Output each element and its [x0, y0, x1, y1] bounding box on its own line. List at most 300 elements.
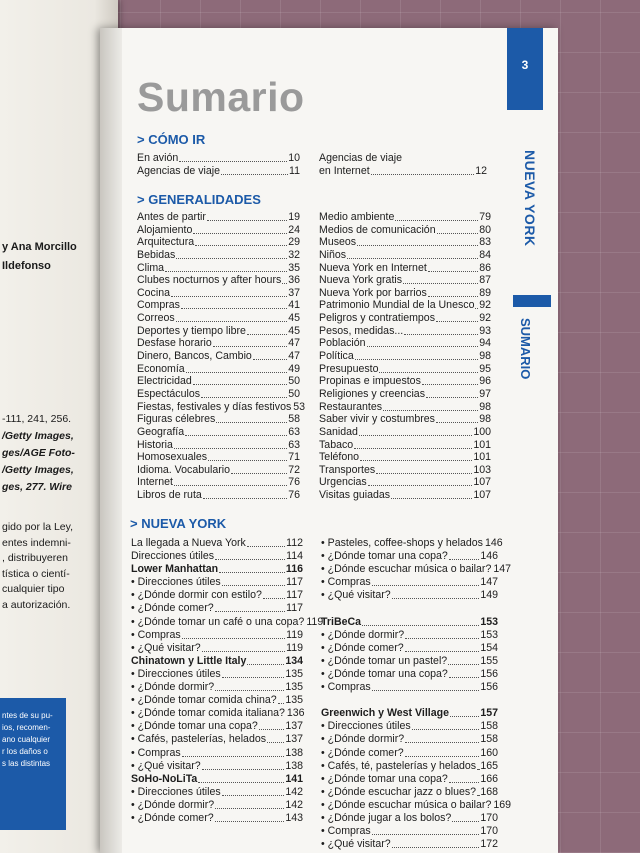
toc-entry-page: 53	[293, 400, 306, 413]
toc-entry	[131, 812, 303, 825]
toc-entry	[319, 262, 491, 275]
toc-entry-page: 45	[288, 324, 300, 337]
toc-entry-page: 117	[286, 602, 303, 615]
toc-entry	[319, 325, 491, 338]
toc-entry-label: • ¿Qué visitar?	[321, 838, 391, 851]
toc-leader-dots	[403, 274, 478, 284]
toc-entry	[137, 249, 300, 262]
toc-entry	[137, 165, 300, 178]
toc-entry-page: 47	[288, 337, 300, 350]
toc-entry-page: 143	[285, 811, 303, 824]
toc-entry	[131, 707, 303, 720]
page-number-tab	[507, 28, 543, 110]
toc-leader-dots	[165, 262, 287, 272]
toc-entry-label: Fiestas, festivales y días festivos	[137, 400, 292, 413]
toc-entry-page: 119	[286, 641, 303, 654]
toc-leader-dots	[405, 629, 479, 639]
toc-entry-label: Bebidas	[137, 248, 176, 261]
toc-entry-label: Restaurantes	[319, 400, 383, 413]
toc-entry	[321, 812, 498, 825]
toc-entry	[319, 165, 487, 178]
toc-entry-label: Propinas e impuestos	[319, 375, 421, 388]
toc-entry-page: 153	[480, 628, 498, 641]
toc-nueva-york-left	[131, 537, 324, 825]
toc-leader-dots	[412, 720, 480, 730]
toc-entry-label: Saber vivir y costumbres	[319, 413, 435, 426]
toc-entry-page: 80	[479, 223, 491, 236]
toc-entry-page: 98	[479, 350, 491, 363]
toc-leader-dots	[448, 655, 479, 665]
toc-entry	[319, 489, 491, 502]
toc-entry	[131, 681, 303, 694]
toc-entry-page: 29	[288, 236, 300, 249]
toc-generalidades-right	[319, 211, 491, 502]
toc-entry	[319, 451, 491, 464]
toc-entry-page: 103	[473, 463, 491, 476]
toc-leader-dots	[428, 262, 478, 272]
toc-entry	[137, 464, 300, 477]
toc-entry-page: 94	[479, 337, 491, 350]
toc-entry-label: Visitas guiadas	[319, 489, 391, 502]
toc-como-ir-left	[137, 152, 300, 177]
toc-leader-dots	[392, 589, 480, 599]
toc-entry	[319, 476, 491, 489]
toc-entry-page: 63	[288, 425, 300, 438]
toc-entry	[131, 642, 303, 655]
toc-entry-label: • ¿Dónde dormir con estilo?	[131, 589, 262, 602]
toc-leader-dots	[198, 773, 284, 783]
toc-leader-dots	[405, 733, 479, 743]
toc-leader-dots	[253, 350, 287, 360]
toc-entry	[319, 299, 491, 312]
toc-entry	[131, 720, 303, 733]
toc-entry-label: Teléfono	[319, 451, 360, 464]
toc-entry-page: 58	[288, 413, 300, 426]
toc-entry	[137, 489, 300, 502]
toc-entry-page: 93	[479, 324, 491, 337]
toc-entry	[321, 563, 512, 576]
toc-entry-label: Geografía	[137, 425, 185, 438]
toc-entry	[321, 786, 498, 799]
toc-entry-label: Historia	[137, 438, 173, 451]
toc-leader-dots	[436, 312, 478, 322]
toc-entry-page: 11	[289, 164, 300, 177]
toc-entry	[319, 426, 491, 439]
toc-entry-label: • Cafés, pastelerías, helados	[131, 733, 267, 746]
toc-leader-dots	[368, 476, 473, 486]
toc-entry	[137, 413, 300, 426]
toc-leader-dots	[392, 838, 480, 848]
toc-entry	[321, 668, 498, 681]
toc-leader-dots	[195, 236, 287, 246]
toc-leader-dots	[355, 350, 478, 360]
toc-entry-page: 36	[288, 274, 300, 287]
toc-leader-dots	[379, 363, 478, 373]
toc-entry	[319, 211, 491, 224]
toc-entry-page: 119	[306, 615, 324, 628]
toc-leader-dots	[203, 489, 287, 499]
toc-leader-dots	[367, 337, 479, 347]
toc-entry-page: 19	[288, 211, 300, 223]
section-heading-como-ir: > CÓMO IR	[137, 132, 206, 147]
toc-subsection-heading	[131, 655, 303, 668]
toc-entry-page: 76	[288, 476, 300, 489]
toc-entry-page: 146	[484, 537, 503, 549]
toc-nueva-york-right	[321, 537, 512, 851]
toc-entry-label: Idioma. Vocabulario	[137, 463, 231, 476]
toc-entry-label: • ¿Dónde comer?	[131, 602, 214, 615]
toc-entry-page: 142	[285, 785, 303, 798]
toc-leader-dots	[267, 733, 284, 743]
toc-entry-page: 160	[480, 746, 498, 759]
toc-entry-label: Sanidad	[319, 425, 358, 438]
toc-entry-label: Deportes y tiempo libre	[137, 324, 246, 337]
toc-entry-page: 98	[479, 413, 491, 426]
toc-entry	[319, 312, 491, 325]
toc-entry-page: 170	[480, 825, 498, 838]
toc-entry	[319, 388, 491, 401]
toc-leader-dots	[449, 550, 480, 560]
page-title: Sumario	[137, 74, 305, 120]
toc-leader-dots	[259, 720, 285, 730]
toc-entry	[321, 798, 512, 812]
book-gutter	[100, 28, 122, 853]
toc-leader-dots	[347, 249, 478, 259]
toc-entry-page: 98	[479, 400, 491, 413]
toc-subsection-heading	[321, 707, 498, 720]
toc-entry	[319, 152, 487, 165]
toc-entry-label: Antes de partir	[137, 211, 206, 223]
toc-entry-label: • ¿Dónde comer?	[321, 746, 404, 759]
toc-entry	[137, 287, 300, 300]
toc-entry-page: 117	[286, 576, 303, 589]
toc-leader-dots	[357, 236, 478, 246]
toc-leader-dots	[202, 642, 285, 652]
toc-leader-dots	[174, 476, 287, 486]
toc-leader-dots	[247, 325, 287, 335]
toc-entry-label: Compras	[137, 299, 180, 312]
toc-entry	[321, 589, 498, 602]
toc-entry-label: Museos	[319, 236, 357, 249]
toc-entry-page: 12	[475, 164, 487, 177]
toc-entry-label: Agencias de viaje	[319, 152, 403, 164]
toc-leader-dots	[222, 576, 285, 586]
toc-entry-page: 149	[480, 589, 498, 602]
toc-entry-label: Pesos, medidas...	[319, 324, 404, 337]
toc-entry-label: • Pasteles, coffee-shops y helados	[321, 537, 483, 549]
toc-entry	[321, 537, 503, 550]
toc-entry-label: Niños	[319, 248, 347, 261]
toc-entry-label: • ¿Qué visitar?	[131, 759, 201, 772]
toc-leader-dots	[428, 287, 478, 297]
toc-leader-dots	[278, 694, 285, 704]
toc-entry-label: • ¿Dónde tomar una copa?	[321, 550, 448, 563]
toc-leader-dots	[201, 388, 287, 398]
toc-entry-label: • ¿Qué visitar?	[131, 641, 201, 654]
toc-subsection-heading	[321, 616, 498, 629]
toc-entry-page: 166	[480, 772, 498, 785]
left-page-author-line: y Ana Morcillo	[2, 241, 77, 253]
toc-entry-page: 137	[285, 720, 303, 733]
toc-entry	[319, 350, 491, 363]
toc-entry-page: 71	[288, 451, 300, 464]
toc-entry	[321, 550, 498, 563]
toc-entry-page: 86	[479, 261, 491, 274]
toc-entry-page: 97	[479, 387, 491, 400]
toc-entry-page: 138	[285, 746, 303, 759]
toc-leader-dots	[247, 655, 284, 665]
toc-entry-page: 137	[285, 733, 303, 746]
toc-leader-dots	[475, 299, 478, 309]
toc-como-ir-right	[319, 152, 487, 177]
section-heading-nueva-york: > NUEVA YORK	[130, 516, 227, 531]
toc-entry-page: 101	[473, 438, 491, 451]
toc-leader-dots	[282, 274, 287, 284]
toc-leader-dots	[215, 681, 284, 691]
toc-entry-label: La llegada a Nueva York	[131, 537, 246, 549]
toc-entry-page: 35	[288, 261, 300, 274]
toc-entry-page: 135	[285, 681, 303, 694]
left-page-box-line: r los daños o	[2, 747, 48, 756]
toc-entry	[319, 375, 491, 388]
toc-leader-dots	[231, 464, 287, 474]
toc-leader-dots	[207, 211, 287, 221]
toc-entry	[319, 363, 491, 376]
toc-leader-dots	[362, 616, 479, 626]
toc-entry-label: Peligros y contratiempos	[319, 312, 435, 325]
toc-entry	[137, 439, 300, 452]
toc-leader-dots	[372, 825, 480, 835]
left-page-box-line: ano cualquier	[2, 735, 51, 744]
toc-entry	[321, 825, 498, 838]
toc-entry-page: 92	[479, 312, 491, 325]
toc-leader-dots	[219, 563, 285, 573]
toc-leader-dots	[354, 439, 472, 449]
side-tab-section: SUMARIO	[518, 318, 533, 380]
toc-entry-label: • ¿Dónde escuchar música o bailar?	[321, 563, 492, 576]
toc-leader-dots	[372, 576, 480, 586]
toc-entry	[321, 720, 498, 733]
toc-leader-dots	[449, 668, 480, 678]
toc-leader-dots	[215, 550, 285, 560]
left-page-legal-line: gido por la Ley,	[2, 521, 74, 533]
toc-entry-label: Nueva York en Internet	[319, 261, 427, 274]
toc-entry	[131, 786, 303, 799]
toc-entry-label: Religiones y creencias	[319, 387, 425, 400]
toc-entry-label: Presupuesto	[319, 362, 379, 375]
toc-entry-page: 135	[285, 694, 303, 707]
toc-entry-page: 76	[288, 489, 300, 502]
toc-entry	[319, 249, 491, 262]
toc-entry-label: Transportes	[319, 463, 376, 476]
toc-entry-label: • ¿Dónde tomar una copa?	[131, 720, 258, 733]
toc-entry-page: 92	[479, 299, 491, 312]
toc-entry-label: Electricidad	[137, 375, 192, 388]
toc-entry-page: 146	[480, 550, 498, 563]
toc-entry-label: Población	[319, 337, 366, 350]
toc-leader-dots	[436, 413, 478, 423]
toc-entry-page: 45	[288, 312, 300, 325]
toc-entry	[131, 747, 303, 760]
toc-leader-dots	[403, 152, 486, 161]
toc-entry	[131, 550, 303, 563]
toc-entry-label: • ¿Dónde jugar a los bolos?	[321, 811, 452, 824]
toc-entry-page: 107	[473, 476, 491, 489]
toc-leader-dots	[477, 786, 479, 796]
left-page-credit-line: /Getty Images,	[2, 464, 74, 476]
toc-leader-dots	[215, 799, 284, 809]
toc-entry	[321, 642, 498, 655]
toc-entry	[131, 694, 303, 707]
toc-entry	[319, 274, 491, 287]
toc-entry-label: • Compras	[131, 746, 181, 759]
left-page-credit-line: /Getty Images,	[2, 430, 74, 442]
toc-entry-page: 114	[286, 550, 303, 563]
toc-entry-label: • Direcciones útiles	[321, 720, 411, 733]
toc-entry-label: Medios de comunicación	[319, 223, 436, 236]
toc-leader-dots	[426, 388, 478, 398]
toc-entry-page: 112	[286, 537, 303, 549]
toc-entry-label: Patrimonio Mundial de la Unesco	[319, 299, 475, 312]
toc-leader-dots	[371, 165, 475, 175]
toc-entry-page: 169	[493, 798, 512, 811]
toc-entry-label: Correos	[137, 312, 175, 325]
toc-entry	[131, 799, 303, 812]
toc-entry-page: 89	[479, 286, 491, 299]
toc-entry-page: 79	[479, 211, 491, 223]
toc-entry	[319, 401, 491, 414]
toc-entry-page: 147	[480, 576, 498, 589]
toc-leader-dots	[359, 426, 472, 436]
toc-entry-page: 107	[473, 489, 491, 502]
toc-entry-label: • Compras	[321, 825, 371, 838]
toc-entry	[321, 655, 498, 668]
toc-entry-page: 172	[480, 838, 498, 851]
toc-entry	[321, 576, 498, 589]
side-tab-region: NUEVA YORK	[522, 150, 538, 247]
toc-entry-page: 147	[493, 563, 512, 576]
toc-entry-label: Greenwich y West Village	[321, 707, 449, 720]
toc-entry-page: 158	[480, 720, 498, 733]
left-page-box-line: ios, recomen-	[2, 723, 51, 732]
toc-entry-label: SoHo-NoLiTa	[131, 772, 198, 785]
toc-entry-page: 157	[480, 707, 498, 720]
toc-entry-label: • ¿Dónde comer?	[321, 641, 404, 654]
toc-entry-label: • ¿Qué visitar?	[321, 589, 391, 602]
toc-entry-page: 49	[288, 362, 300, 375]
toc-leader-dots	[247, 537, 285, 547]
toc-entry-page: 138	[285, 759, 303, 772]
toc-entry	[137, 375, 300, 388]
toc-entry-label: • ¿Dónde escuchar jazz o blues?	[321, 785, 477, 798]
toc-entry-label: • ¿Dónde dormir?	[321, 733, 405, 746]
toc-entry	[319, 413, 491, 426]
toc-entry	[131, 629, 303, 642]
toc-leader-dots	[222, 786, 285, 796]
toc-entry-page: 155	[480, 654, 498, 667]
toc-leader-dots	[322, 694, 497, 703]
toc-entry-page: 170	[480, 811, 498, 824]
toc-subsection-heading	[131, 773, 303, 786]
toc-leader-dots	[422, 375, 478, 385]
toc-entry-label: Nueva York por barrios	[319, 286, 427, 299]
toc-entry-label: Arquitectura	[137, 236, 195, 249]
toc-entry-page: 24	[288, 223, 300, 236]
left-page-box-line: s las distintas	[2, 759, 51, 768]
side-tab-bar	[513, 295, 551, 307]
toc-entry	[137, 312, 300, 325]
toc-entry-page: 158	[480, 733, 498, 746]
toc-leader-dots	[263, 589, 285, 599]
toc-entry	[131, 576, 303, 589]
toc-leader-dots	[391, 489, 472, 499]
toc-leader-dots	[452, 812, 479, 822]
toc-entry-label: • Cafés, té, pastelerías y helados	[321, 759, 477, 772]
left-page-credit-line: ges, 277. Wire	[2, 481, 72, 493]
toc-entry-label: • Direcciones útiles	[131, 785, 221, 798]
left-page-author-line: Ildefonso	[2, 260, 51, 272]
toc-entry	[137, 388, 300, 401]
toc-entry	[137, 274, 300, 287]
toc-entry-label: Medio ambiente	[319, 211, 395, 223]
toc-entry	[321, 629, 498, 642]
toc-leader-dots	[216, 413, 287, 423]
toc-leader-dots	[450, 707, 479, 717]
toc-entry-label: Clubes nocturnos y after hours	[137, 274, 282, 287]
toc-entry-label: • Compras	[321, 576, 371, 589]
toc-entry-label: Homosexuales	[137, 451, 208, 464]
toc-leader-dots	[221, 165, 288, 175]
toc-entry-page: 154	[480, 641, 498, 654]
toc-leader-dots	[395, 211, 478, 221]
toc-entry-page: 165	[480, 759, 498, 772]
toc-entry-page: 117	[286, 589, 303, 602]
toc-entry-page: 116	[285, 563, 303, 576]
toc-entry-label: • ¿Dónde tomar un pastel?	[321, 654, 448, 667]
toc-entry-page: 32	[288, 248, 300, 261]
toc-leader-dots	[437, 224, 479, 234]
toc-entry-label: Cocina	[137, 286, 170, 299]
toc-entry-label: Lower Manhattan	[131, 563, 219, 576]
toc-entry-page: 83	[479, 236, 491, 249]
toc-entry	[319, 287, 491, 300]
toc-leader-dots	[202, 760, 285, 770]
toc-leader-dots	[181, 299, 287, 309]
toc-entry	[137, 262, 300, 275]
toc-entry	[321, 773, 498, 786]
toc-entry-label: • ¿Dónde dormir?	[131, 681, 215, 694]
toc-entry-page: 136	[286, 707, 305, 720]
toc-leader-dots	[176, 312, 288, 322]
toc-leader-dots	[449, 773, 480, 783]
toc-entry-label: Economía	[137, 362, 185, 375]
toc-entry-page: 100	[473, 425, 491, 438]
toc-entry-label: • Direcciones útiles	[131, 667, 221, 680]
toc-entry-label: Desfase horario	[137, 337, 212, 350]
toc-entry	[137, 299, 300, 312]
toc-entry-label: • ¿Dónde tomar un café o una copa?	[131, 615, 305, 628]
left-page-legal-line: entes indemni-	[2, 536, 71, 549]
toc-entry-label: • ¿Dónde tomar comida italiana?	[131, 707, 285, 720]
toc-entry-label: • ¿Dónde tomar una copa?	[321, 772, 448, 785]
toc-entry-label: Clima	[137, 261, 165, 274]
toc-entry-label: • ¿Dónde tomar una copa?	[321, 667, 448, 680]
toc-leader-dots	[322, 602, 497, 611]
toc-entry-label: en Internet	[319, 164, 370, 177]
toc-entry	[137, 476, 300, 489]
toc-entry-page: 141	[285, 772, 303, 785]
toc-entry	[131, 602, 303, 615]
